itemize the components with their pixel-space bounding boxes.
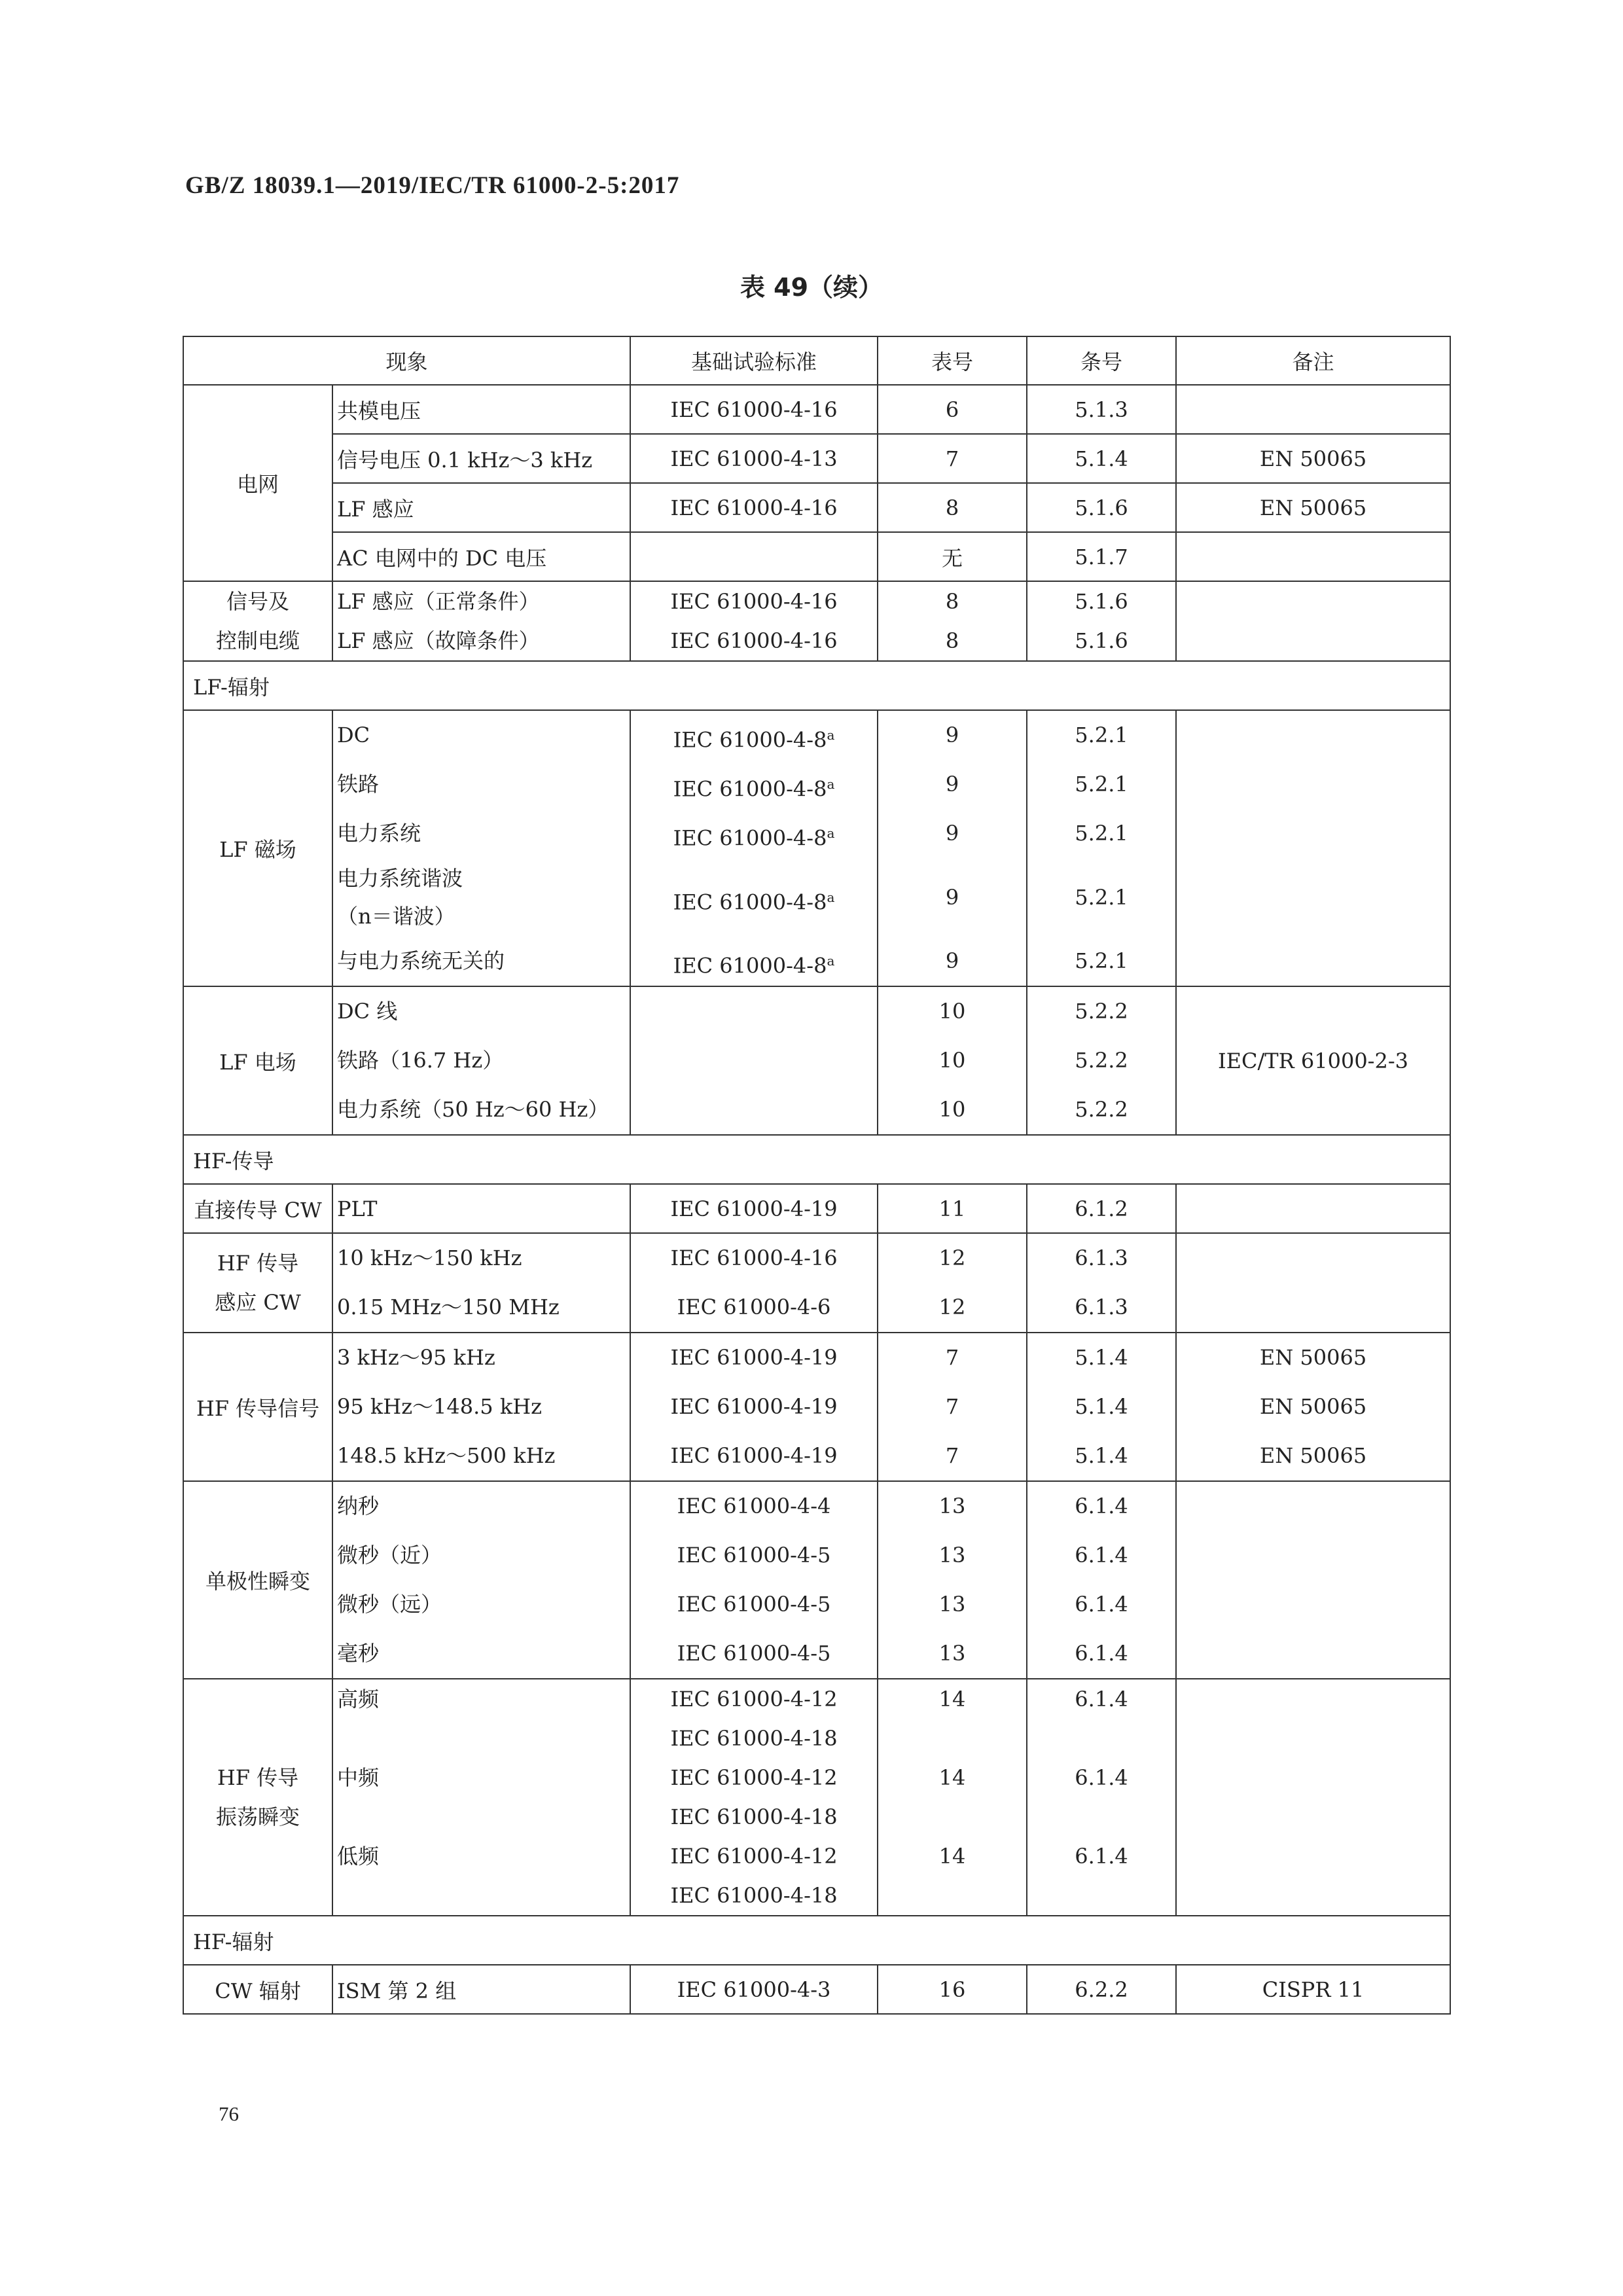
table-no-cell: [878, 986, 1027, 1135]
table-no-spacer: [882, 1797, 1022, 1837]
standard-line: IEC 61000-4-5: [677, 1543, 831, 1568]
remark-cell: [1176, 581, 1450, 661]
phenomena-table: [183, 336, 1451, 2015]
table-no-line: 10: [938, 1097, 966, 1122]
table-no-line: 9: [945, 821, 959, 846]
standard-cell: [630, 986, 878, 1135]
group-label-line: 感应 CW: [215, 1290, 301, 1315]
standard-text: IEC 61000-4-8: [673, 953, 827, 978]
table-no-cell: [878, 581, 1027, 661]
group-label-lf-magnetic-field: LF 磁场: [183, 710, 332, 986]
clause-line: 6.1.4: [1075, 1494, 1128, 1518]
clause-cell: 5.1.6: [1027, 483, 1176, 532]
footnote-mark: a: [827, 953, 835, 969]
table-no-cell: 6: [878, 385, 1027, 434]
table-no-line: 12: [938, 1246, 966, 1270]
group-label-direct-conducted-cw: 直接传导 CW: [183, 1184, 332, 1233]
table-header-row: [183, 336, 1450, 385]
clause-line: 5.2.2: [1075, 1048, 1128, 1073]
header-phenomenon: 现象: [183, 336, 630, 385]
table-no-line: 7: [945, 1394, 959, 1419]
table-no-line: 14: [938, 1687, 966, 1712]
header-table-no: 表号: [878, 336, 1027, 385]
phenomenon-line: 毫秒: [337, 1641, 380, 1666]
clause-cell: [1027, 581, 1176, 661]
phenomenon-line: 铁路: [337, 772, 380, 797]
group-label-hf-conducted-signal: HF 传导信号: [183, 1333, 332, 1481]
clause-cell: [1027, 986, 1176, 1135]
table-no-cell: 7: [878, 434, 1027, 483]
group-label-grid: 电网: [183, 385, 332, 581]
table-row: [183, 581, 1450, 661]
footnote-mark: a: [827, 727, 835, 743]
standard-cell: [630, 532, 878, 581]
table-no-line: 10: [938, 1048, 966, 1073]
standard-line: IEC 61000-4-16: [670, 589, 838, 614]
table-no-cell: [878, 1333, 1027, 1481]
clause-line: 6.1.4: [1075, 1543, 1128, 1568]
table-row: [183, 483, 1450, 532]
table-no-cell: [878, 1679, 1027, 1916]
remark-line: EN 50065: [1259, 1394, 1367, 1419]
standard-line: [635, 937, 873, 986]
clause-line: 6.1.4: [1075, 1844, 1128, 1869]
clause-cell: [1027, 1333, 1176, 1481]
standard-text: IEC 61000-4-8: [673, 889, 827, 915]
table-no-cell: [878, 1233, 1027, 1333]
standard-line: [635, 760, 873, 809]
phenomenon-cell: [332, 1333, 630, 1481]
standard-text: IEC 61000-4-8: [673, 776, 827, 802]
clause-line: 6.1.4: [1075, 1641, 1128, 1666]
phenomenon-line: 0.15 MHz～150 MHz: [337, 1295, 560, 1319]
standard-cell: [630, 1679, 878, 1916]
table-row: [183, 385, 1450, 434]
table-no-line: 13: [938, 1592, 966, 1617]
table-no-line: 7: [945, 1345, 959, 1370]
phenomenon-cell: [332, 710, 630, 986]
table-no-cell: 8: [878, 483, 1027, 532]
remark-cell: [1176, 385, 1450, 434]
table-no-line: 8: [945, 589, 959, 614]
phenomenon-line: 10 kHz～150 kHz: [337, 1246, 522, 1270]
standard-line: [635, 711, 873, 760]
phenomenon-line: 与电力系统无关的: [337, 948, 505, 973]
clause-line: 5.2.1: [1075, 885, 1128, 910]
remark-cell: [1176, 532, 1450, 581]
standard-line: IEC 61000-4-16: [670, 628, 838, 653]
group-label-line: 振荡瞬变: [215, 1804, 300, 1829]
table-no-line: 9: [945, 723, 959, 747]
remark-cell: [1176, 1184, 1450, 1233]
standard-line: IEC 61000-4-18: [670, 1804, 838, 1829]
standard-line: IEC 61000-4-18: [670, 1726, 838, 1751]
standard-line: IEC 61000-4-18: [670, 1883, 838, 1908]
remark-cell: IEC/TR 61000-2-3: [1176, 986, 1450, 1135]
table-no-spacer: [882, 1719, 1022, 1758]
remark-cell: EN 50065: [1176, 434, 1450, 483]
group-label-line: HF 传导: [217, 1765, 299, 1790]
standard-line: IEC 61000-4-19: [670, 1345, 838, 1370]
phenomenon-line: 低频: [337, 1844, 380, 1869]
header-clause-no: 条号: [1027, 336, 1176, 385]
standard-line: IEC 61000-4-12: [670, 1687, 838, 1712]
table-no-cell: [878, 710, 1027, 986]
table-no-line: 10: [938, 999, 966, 1024]
clause-line: 5.2.1: [1075, 772, 1128, 797]
phenomenon-cell: 共模电压: [332, 385, 630, 434]
group-label-line: 信号及: [226, 589, 289, 614]
standard-cell: [630, 581, 878, 661]
phenomenon-spacer: [337, 1876, 626, 1915]
clause-line: 5.2.1: [1075, 821, 1128, 846]
phenomenon-line: 铁路（16.7 Hz）: [337, 1048, 504, 1073]
table-row: [183, 434, 1450, 483]
clause-cell: 5.1.3: [1027, 385, 1176, 434]
clause-line: 6.1.3: [1075, 1295, 1128, 1319]
standard-line: IEC 61000-4-19: [670, 1443, 838, 1468]
table-no-line: 14: [938, 1765, 966, 1790]
standard-line: IEC 61000-4-4: [677, 1494, 831, 1518]
section-row: [183, 1916, 1450, 1965]
phenomenon-line: 148.5 kHz～500 kHz: [337, 1443, 556, 1468]
standard-cell: [630, 1481, 878, 1679]
clause-line: 6.1.4: [1075, 1687, 1128, 1712]
clause-line: 5.2.2: [1075, 1097, 1128, 1122]
section-row: [183, 661, 1450, 710]
phenomenon-line: 中频: [337, 1765, 380, 1790]
table-no-line: 9: [945, 772, 959, 797]
table-row: [183, 1481, 1450, 1679]
phenomenon-line: DC: [337, 723, 370, 747]
page-number: 76: [219, 2102, 239, 2125]
phenomenon-line: 3 kHz～95 kHz: [337, 1345, 495, 1370]
header-basic-standard: 基础试验标准: [630, 336, 878, 385]
clause-cell: [1027, 1233, 1176, 1333]
clause-line: 6.1.4: [1075, 1765, 1128, 1790]
standard-text: IEC 61000-4-8: [673, 825, 827, 851]
clause-line: 5.2.1: [1075, 723, 1128, 747]
clause-cell: 6.2.2: [1027, 1965, 1176, 2014]
phenomenon-line: 纳秒: [337, 1494, 380, 1518]
table-no-line: 9: [945, 885, 959, 910]
table-row: [183, 1333, 1450, 1481]
phenomenon-cell: AC 电网中的 DC 电压: [332, 532, 630, 581]
standard-line: IEC 61000-4-12: [670, 1765, 838, 1790]
clause-cell: 5.1.4: [1027, 434, 1176, 483]
table-no-line: 13: [938, 1641, 966, 1666]
phenomenon-line: 微秒（远）: [337, 1592, 442, 1617]
footnote-mark: a: [827, 889, 835, 905]
clause-cell: [1027, 710, 1176, 986]
standard-cell: [630, 710, 878, 986]
phenomenon-text: 电力系统谐波: [337, 866, 463, 891]
group-label-line: 控制电缆: [215, 628, 300, 653]
phenomenon-cell: [332, 986, 630, 1135]
group-label-line: HF 传导: [217, 1251, 299, 1276]
standard-cell: IEC 61000-4-16: [630, 483, 878, 532]
footnote-mark: a: [827, 776, 835, 792]
clause-line: 5.1.6: [1075, 628, 1128, 653]
phenomenon-cell: PLT: [332, 1184, 630, 1233]
phenomenon-line: 电力系统: [337, 821, 421, 846]
clause-line: 5.1.4: [1075, 1394, 1128, 1419]
document-header-code: GB/Z 18039.1—2019/IEC/TR 61000-2-5:2017: [185, 172, 680, 199]
clause-cell: [1027, 1481, 1176, 1679]
standard-line: IEC 61000-4-6: [677, 1295, 831, 1319]
table-no-spacer: [882, 1876, 1022, 1915]
remark-cell: EN 50065: [1176, 483, 1450, 532]
phenomenon-spacer: [337, 1797, 626, 1837]
phenomenon-line: LF 感应（正常条件）: [337, 589, 540, 614]
phenomenon-line: 95 kHz～148.5 kHz: [337, 1394, 542, 1419]
group-label-lf-electric-field: LF 电场: [183, 986, 332, 1135]
clause-line: 5.1.6: [1075, 589, 1128, 614]
remark-line: EN 50065: [1259, 1443, 1367, 1468]
table-title: 表 49（续）: [740, 273, 883, 302]
standard-cell: [630, 1233, 878, 1333]
footnote-mark: a: [827, 825, 835, 841]
clause-line: 6.1.3: [1075, 1246, 1128, 1270]
remark-cell: [1176, 1679, 1450, 1916]
table-no-cell: 11: [878, 1184, 1027, 1233]
phenomenon-line: 电力系统（50 Hz～60 Hz）: [337, 1097, 609, 1122]
table-no-line: 9: [945, 948, 959, 973]
standard-line: IEC 61000-4-12: [670, 1844, 838, 1869]
standard-cell: [630, 1333, 878, 1481]
phenomenon-line: DC 线: [337, 999, 398, 1024]
phenomenon-line: 微秒（近）: [337, 1543, 442, 1568]
standard-line: [635, 858, 873, 937]
standard-line: IEC 61000-4-19: [670, 1394, 838, 1419]
phenomenon-cell: [332, 1233, 630, 1333]
remark-cell: [1176, 1233, 1450, 1333]
standard-cell: IEC 61000-4-3: [630, 1965, 878, 2014]
phenomenon-cell: [332, 1481, 630, 1679]
section-label-lf-radiated: LF-辐射: [183, 661, 1450, 710]
table-row: [183, 1679, 1450, 1916]
table-no-line: 7: [945, 1443, 959, 1468]
table-no-cell: 无: [878, 532, 1027, 581]
remark-line: EN 50065: [1259, 1345, 1367, 1370]
phenomenon-line: 高频: [337, 1687, 380, 1712]
remark-cell: [1176, 710, 1450, 986]
section-label-hf-conducted: HF-传导: [183, 1135, 1450, 1184]
table-no-line: 12: [938, 1295, 966, 1319]
clause-cell: 5.1.7: [1027, 532, 1176, 581]
table-row: [183, 986, 1450, 1135]
table-no-line: 14: [938, 1844, 966, 1869]
table-no-line: 13: [938, 1494, 966, 1518]
section-row: [183, 1135, 1450, 1184]
phenomenon-text-sub: （n＝谐波）: [337, 904, 455, 929]
phenomenon-cell: 信号电压 0.1 kHz～3 kHz: [332, 434, 630, 483]
standard-line: IEC 61000-4-16: [670, 1246, 838, 1270]
table-row: [183, 1184, 1450, 1233]
section-label-hf-radiated: HF-辐射: [183, 1916, 1450, 1965]
standard-cell: IEC 61000-4-19: [630, 1184, 878, 1233]
standard-cell: IEC 61000-4-13: [630, 434, 878, 483]
standard-line: IEC 61000-4-5: [677, 1592, 831, 1617]
clause-spacer: [1031, 1876, 1171, 1915]
group-label-hf-conducted-induced-cw: [183, 1233, 332, 1333]
table-row: [183, 1965, 1450, 2014]
group-label-signal-control-cables: [183, 581, 332, 661]
table-row: [183, 532, 1450, 581]
phenomenon-line: [337, 858, 626, 937]
clause-line: 6.1.4: [1075, 1592, 1128, 1617]
header-remarks: 备注: [1176, 336, 1450, 385]
standard-line: IEC 61000-4-5: [677, 1641, 831, 1666]
phenomenon-line: LF 感应（故障条件）: [337, 628, 540, 653]
phenomenon-cell: [332, 581, 630, 661]
group-label-unipolar-transients: 单极性瞬变: [183, 1481, 332, 1679]
table-no-cell: [878, 1481, 1027, 1679]
table-no-line: 8: [945, 628, 959, 653]
standard-line: [635, 809, 873, 858]
phenomenon-cell: [332, 1679, 630, 1916]
clause-line: 5.1.4: [1075, 1345, 1128, 1370]
table-no-cell: 16: [878, 1965, 1027, 2014]
standard-text: IEC 61000-4-8: [673, 727, 827, 753]
phenomenon-spacer: [337, 1719, 626, 1758]
clause-spacer: [1031, 1719, 1171, 1758]
clause-spacer: [1031, 1797, 1171, 1837]
group-label-hf-conducted-oscillatory-transients: [183, 1679, 332, 1916]
clause-line: 5.2.2: [1075, 999, 1128, 1024]
phenomenon-cell: LF 感应: [332, 483, 630, 532]
table-row: [183, 1233, 1450, 1333]
table-no-line: 13: [938, 1543, 966, 1568]
phenomenon-cell: ISM 第 2 组: [332, 1965, 630, 2014]
standard-cell: IEC 61000-4-16: [630, 385, 878, 434]
remark-cell: CISPR 11: [1176, 1965, 1450, 2014]
clause-line: 5.1.4: [1075, 1443, 1128, 1468]
remark-cell: [1176, 1333, 1450, 1481]
table-row: [183, 710, 1450, 986]
clause-cell: 6.1.2: [1027, 1184, 1176, 1233]
group-label-cw-radiated: CW 辐射: [183, 1965, 332, 2014]
remark-cell: [1176, 1481, 1450, 1679]
clause-cell: [1027, 1679, 1176, 1916]
clause-line: 5.2.1: [1075, 948, 1128, 973]
